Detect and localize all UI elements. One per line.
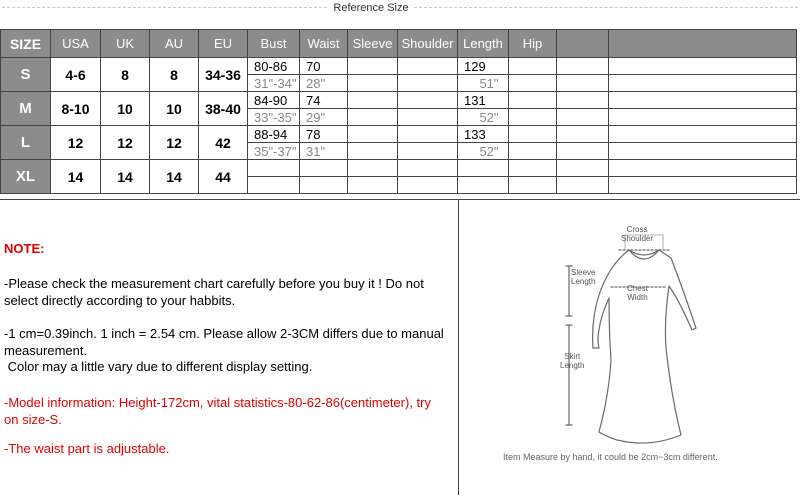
notes-panel [0, 199, 459, 495]
col-header-waist: Waist [300, 30, 348, 58]
au-size: 10 [150, 92, 199, 126]
shoulder-cm [398, 92, 458, 109]
blank-cell [557, 143, 609, 160]
header-rule-left [2, 7, 327, 8]
hip-cm [509, 160, 557, 177]
length-cm: 129 [458, 58, 509, 75]
header-rule-right [414, 7, 798, 8]
blank-cell [557, 58, 609, 75]
length-inch: 52" [458, 109, 509, 126]
col-header-blank [557, 30, 609, 58]
au-size: 14 [150, 160, 199, 194]
bust-inch [248, 177, 300, 194]
hip-cm [509, 126, 557, 143]
table-row [1, 126, 797, 143]
blank-cell [557, 126, 609, 143]
waist-cm [300, 160, 348, 177]
length-inch: 52" [458, 143, 509, 160]
usa-size: 12 [51, 126, 101, 160]
col-header-blank [609, 30, 797, 58]
blank-cell [609, 109, 797, 126]
col-header-hip: Hip [509, 30, 557, 58]
sleeve-cm [348, 92, 398, 109]
hip-inch [509, 143, 557, 160]
hip-cm [509, 58, 557, 75]
measurement-figure-panel [459, 199, 800, 495]
bust-inch: 33"-35" [248, 109, 300, 126]
note-color-vary: Color may a little vary due to different display setting. [4, 359, 313, 374]
size-label: S [1, 58, 51, 92]
eu-size: 38-40 [199, 92, 248, 126]
blank-cell [557, 109, 609, 126]
note-check-chart: -Please check the measurement chart carefully before you buy it ! Do not select directly according to your habbits. [4, 276, 424, 308]
eu-size: 42 [199, 126, 248, 160]
uk-size: 10 [101, 92, 150, 126]
label-chest-width: Chest Width [627, 284, 648, 302]
blank-cell [609, 143, 797, 160]
reference-size-header [0, 0, 800, 16]
blank-cell [609, 58, 797, 75]
sleeve-cm [348, 126, 398, 143]
table-row [1, 58, 797, 75]
blank-cell [609, 75, 797, 92]
shoulder-inch [398, 109, 458, 126]
size-label: XL [1, 160, 51, 194]
note-model-info: -Model information: Height-172cm, vital statistics-80-62-86(centimeter), try on size-S. [4, 395, 431, 427]
blank-cell [609, 126, 797, 143]
waist-inch: 31" [300, 143, 348, 160]
figure-caption: Item Measure by hand, it could be 2cm~3cm different. [503, 452, 718, 462]
au-size: 12 [150, 126, 199, 160]
waist-inch: 28" [300, 75, 348, 92]
bust-cm: 84-90 [248, 92, 300, 109]
sleeve-inch [348, 75, 398, 92]
sleeve-cm [348, 58, 398, 75]
hip-inch [509, 177, 557, 194]
table-row [1, 160, 797, 177]
length-cm: 131 [458, 92, 509, 109]
col-header-usa: USA [51, 30, 101, 58]
waist-cm: 78 [300, 126, 348, 143]
blank-cell [609, 160, 797, 177]
hip-inch [509, 109, 557, 126]
bust-inch: 35"-37" [248, 143, 300, 160]
col-header-sleeve: Sleeve [348, 30, 398, 58]
label-cross-shoulder: Cross Shoulder [621, 225, 654, 243]
uk-size: 14 [101, 160, 150, 194]
bust-cm: 88-94 [248, 126, 300, 143]
hip-inch [509, 75, 557, 92]
label-sleeve-length: Sleeve Length [571, 268, 596, 286]
col-header-length: Length [458, 30, 509, 58]
shoulder-cm [398, 58, 458, 75]
au-size: 8 [150, 58, 199, 92]
blank-cell [557, 160, 609, 177]
bust-cm [248, 160, 300, 177]
eu-size: 34-36 [199, 58, 248, 92]
shoulder-cm [398, 126, 458, 143]
bust-inch: 31"-34" [248, 75, 300, 92]
waist-inch: 29" [300, 109, 348, 126]
sleeve-inch [348, 177, 398, 194]
length-inch: 51" [458, 75, 509, 92]
length-inch [458, 177, 509, 194]
shoulder-inch [398, 143, 458, 160]
shoulder-inch [398, 75, 458, 92]
blank-cell [609, 177, 797, 194]
uk-size: 12 [101, 126, 150, 160]
size-label: L [1, 126, 51, 160]
col-header-bust: Bust [248, 30, 300, 58]
sleeve-inch [348, 109, 398, 126]
hip-cm [509, 92, 557, 109]
waist-cm: 70 [300, 58, 348, 75]
length-cm: 133 [458, 126, 509, 143]
size-label: M [1, 92, 51, 126]
label-skirt-length: Skirt Length [560, 352, 585, 370]
size-table [0, 29, 797, 194]
header-title: Reference Size [333, 2, 409, 14]
waist-inch [300, 177, 348, 194]
shoulder-inch [398, 177, 458, 194]
dress-outline [593, 250, 696, 443]
note-waist-adjustable: -The waist part is adjustable. [4, 441, 170, 456]
usa-size: 14 [51, 160, 101, 194]
note-heading: NOTE: [4, 241, 45, 256]
usa-size: 8-10 [51, 92, 101, 126]
usa-size: 4-6 [51, 58, 101, 92]
sleeve-inch [348, 143, 398, 160]
blank-cell [557, 75, 609, 92]
blank-cell [557, 177, 609, 194]
eu-size: 44 [199, 160, 248, 194]
col-header-eu: EU [199, 30, 248, 58]
col-header-uk: UK [101, 30, 150, 58]
blank-cell [609, 92, 797, 109]
col-header-au: AU [150, 30, 199, 58]
sleeve-cm [348, 160, 398, 177]
blank-cell [557, 92, 609, 109]
length-cm [458, 160, 509, 177]
table-row [1, 92, 797, 109]
table-header-row [1, 30, 797, 58]
col-header-size: SIZE [1, 30, 51, 58]
waist-cm: 74 [300, 92, 348, 109]
note-conversion: -1 cm=0.39inch. 1 inch = 2.54 cm. Please allow 2-3CM differs due to manual measurement. [4, 326, 444, 358]
uk-size: 8 [101, 58, 150, 92]
shoulder-cm [398, 160, 458, 177]
col-header-shoulder: Shoulder [398, 30, 458, 58]
bust-cm: 80-86 [248, 58, 300, 75]
